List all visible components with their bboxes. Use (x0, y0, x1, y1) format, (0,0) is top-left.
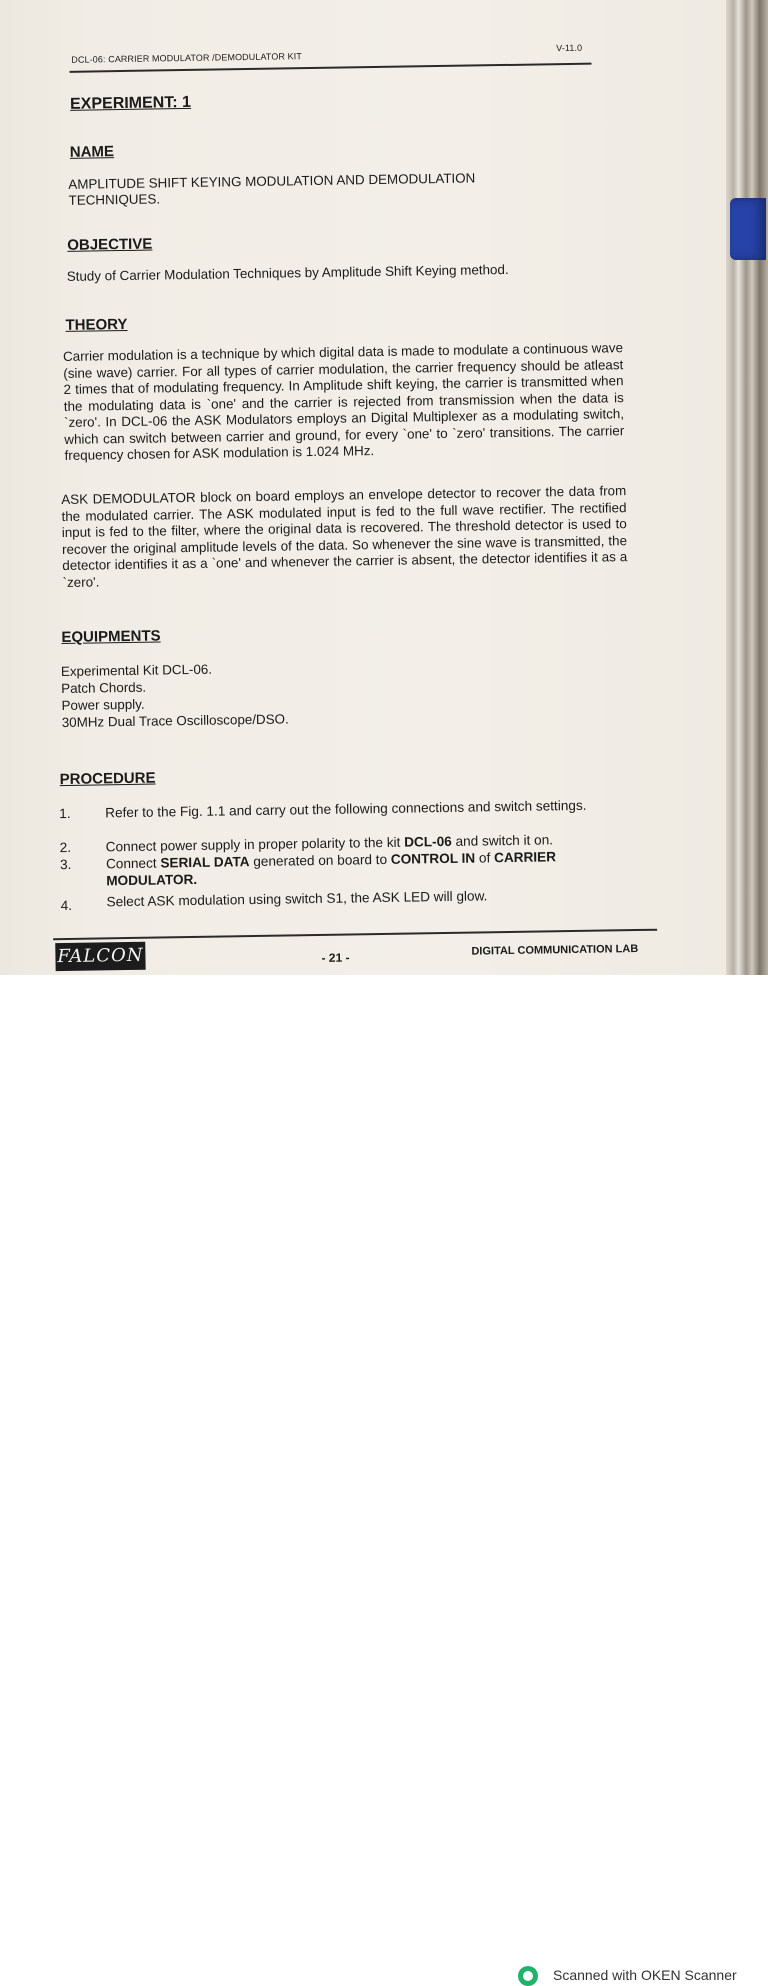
theory-paragraph-1: Carrier modulation is a technique by which digital data is made to modulate a continuous wave (sine wave) carrier. For all types of carrier modulation, the carrier frequency should be atleast 2 times that of modulating frequency. In Amplitude shift keying, the carrier is transmitted when the modulating data is `one' and the carrier is rejected from transmission when the data is `zero'. In DCL-06 the ASK Modulators employs an Digital Multiplexer as a modulating switch, which can switch between carrier and ground, for every `one' to `zero' transitions. The carrier frequency chosen for ASK modulation is 1.024 MHz. (62, 340, 625, 463)
theory-heading: THEORY (65, 315, 128, 334)
theory-paragraph-2: ASK DEMODULATOR block on board employs an envelope detector to recover the data from the modulated carrier. The ASK modulated input is fed to the full wave rectifier. The rectified input is fed to the filter, where the original data is recovered. The threshold detector is used to recover the original amplitude levels of the data. So whenever the sine wave is transmitted, the detector identifies it as a `one' and whenever the carrier is absent, the detector identifies it as a `zero'. (61, 483, 628, 590)
equipment-item: Power supply. (61, 696, 145, 714)
objective-heading: OBJECTIVE (67, 235, 153, 254)
step-text-bold: CONTROL IN (390, 850, 476, 867)
page-number: - 21 - (321, 950, 350, 965)
step-number: 1. (59, 805, 71, 822)
step-text-bold: SERIAL DATA (160, 854, 250, 871)
scanner-watermark: Scanned with OKEN Scanner (553, 1967, 737, 1983)
scanned-page (0, 0, 768, 975)
footer-rule (53, 929, 657, 940)
step-text-bold: CARRIER MODULATOR. (106, 849, 557, 889)
document-page (0, 0, 768, 975)
equipment-item: 30MHz Dual Trace Oscilloscope/DSO. (61, 711, 289, 731)
experiment-title: EXPERIMENT: 1 (69, 93, 192, 113)
header-title: DCL-06: CARRIER MODULATOR /DEMODULATOR KIT (71, 51, 302, 65)
binder-edge (726, 0, 768, 975)
name-line-2: TECHNIQUES. (68, 191, 161, 208)
header-rule (70, 63, 592, 73)
step-number: 3. (59, 856, 72, 873)
step-text: Connect power supply in proper polarity to the kit (105, 834, 405, 855)
equipments-heading: EQUIPMENTS (61, 627, 161, 647)
objective-text: Study of Carrier Modulation Techniques by Amplitude Shift Keying method. (66, 261, 509, 284)
binder-clip (730, 198, 766, 260)
step-text: Connect (105, 855, 161, 872)
equipment-item: Patch Chords. (61, 679, 147, 697)
scanner-footer (0, 975, 768, 1983)
step-text: generated on board to (249, 851, 391, 870)
step-text-bold: DCL-06 (404, 833, 452, 850)
step-text: Refer to the Fig. 1.1 and carry out the following connections and switch settings. (105, 797, 587, 821)
procedure-list (55, 796, 642, 914)
header-version: V-11.0 (556, 42, 583, 54)
procedure-heading: PROCEDURE (59, 769, 156, 789)
step-number: 4. (60, 897, 73, 914)
falcon-logo: FALCON (55, 942, 145, 971)
step-text: Select ASK modulation using switch S1, the ASK LED will glow. (106, 888, 488, 910)
footer-lab: DIGITAL COMMUNICATION LAB (471, 943, 639, 958)
name-heading: NAME (69, 143, 115, 161)
name-line-1: AMPLITUDE SHIFT KEYING MODULATION AND DEMODULATION (68, 170, 476, 192)
equipment-item: Experimental Kit DCL-06. (60, 661, 213, 680)
step-text: of (475, 850, 495, 866)
step-text: and switch it on. (451, 832, 554, 849)
step-number: 2. (59, 839, 72, 856)
oken-scanner-icon (518, 1966, 538, 1986)
